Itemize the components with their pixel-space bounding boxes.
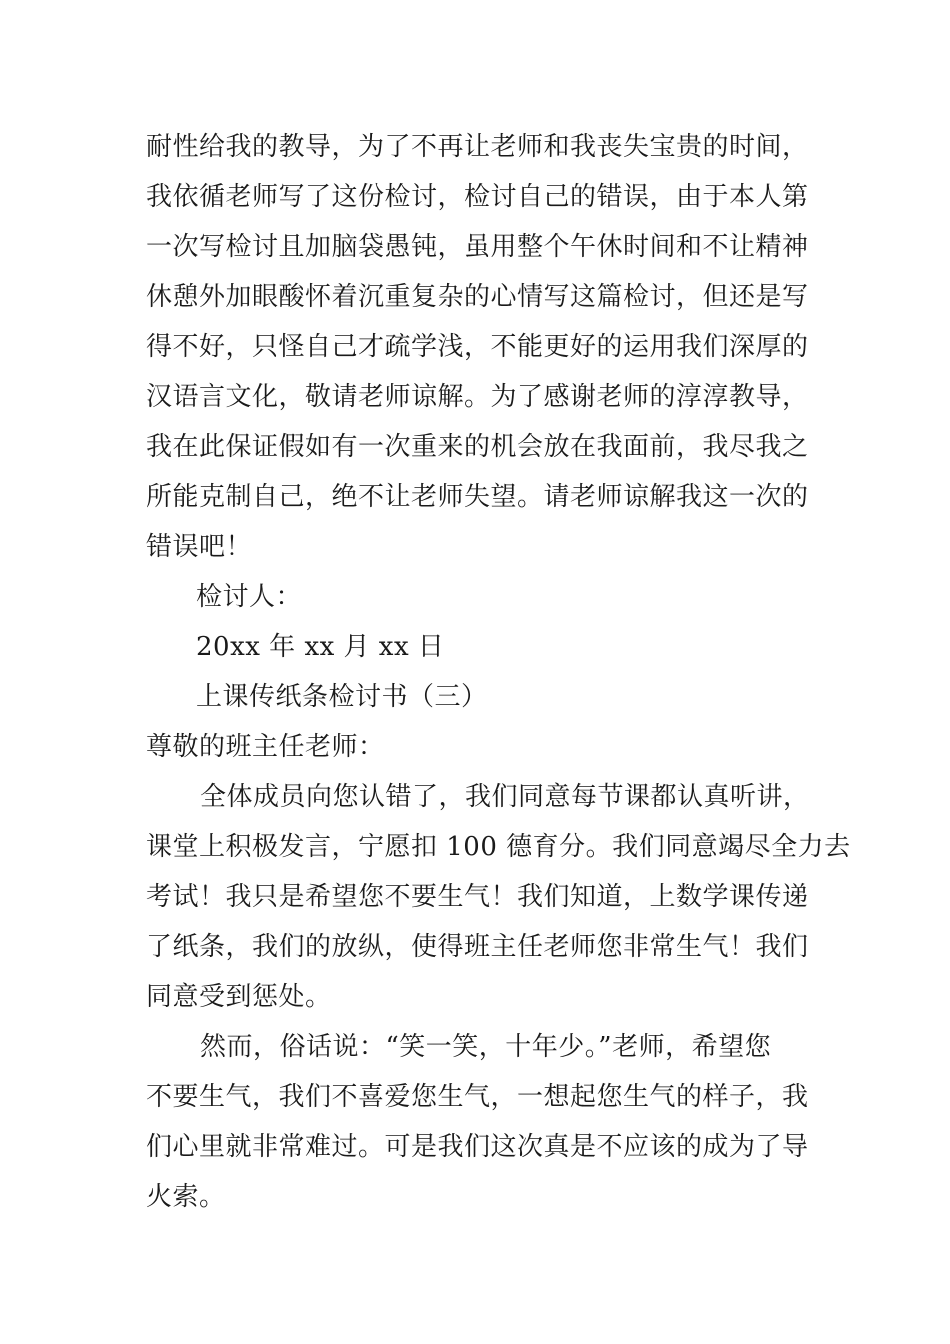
text-line: 得不好，只怪自己才疏学浅，不能更好的运用我们深厚的	[146, 332, 809, 362]
paragraph-line: 们心里就非常难过。可是我们这次真是不应该的成为了导	[146, 1132, 809, 1162]
paragraph-line: 全体成员向您认错了，我们同意每节课都认真听讲，	[200, 782, 810, 812]
text-line: 休憩外加眼酸怀着沉重复杂的心情写这篇检讨，但还是写	[146, 282, 809, 312]
paragraph-line: 考试！我只是希望您不要生气！我们知道，上数学课传递	[146, 882, 809, 912]
text-line: 汉语言文化，敬请老师谅解。为了感谢老师的淳淳教导，	[146, 382, 809, 412]
paragraph-line: 火索。	[146, 1182, 226, 1212]
paragraph-line: 课堂上积极发言，宁愿扣 100 德育分。我们同意竭尽全力去	[146, 832, 851, 862]
paragraph-line: 同意受到惩处。	[146, 982, 332, 1012]
reviewer-label: 检讨人：	[196, 582, 303, 612]
paragraph-line: 不要生气，我们不喜爱您生气，一想起您生气的样子，我	[146, 1082, 809, 1112]
text-line: 耐性给我的教导，为了不再让老师和我丧失宝贵的时间，	[146, 132, 809, 162]
text-line: 一次写检讨且加脑袋愚钝，虽用整个午休时间和不让精神	[146, 232, 809, 262]
text-line: 我依循老师写了这份检讨，检讨自己的错误，由于本人第	[146, 182, 809, 212]
text-line: 所能克制自己，绝不让老师失望。请老师谅解我这一次的	[146, 482, 809, 512]
date-line: 20xx 年 xx 月 xx 日	[196, 632, 445, 662]
section-title: 上课传纸条检讨书（三）	[196, 682, 488, 712]
text-line: 我在此保证假如有一次重来的机会放在我面前，我尽我之	[146, 432, 809, 462]
text-line: 错误吧！	[146, 532, 253, 562]
paragraph-line: 了纸条，我们的放纵，使得班主任老师您非常生气！我们	[146, 932, 809, 962]
salutation: 尊敬的班主任老师：	[146, 732, 385, 762]
paragraph-line: 然而，俗话说：“笑一笑，十年少。”老师，希望您	[200, 1032, 772, 1062]
